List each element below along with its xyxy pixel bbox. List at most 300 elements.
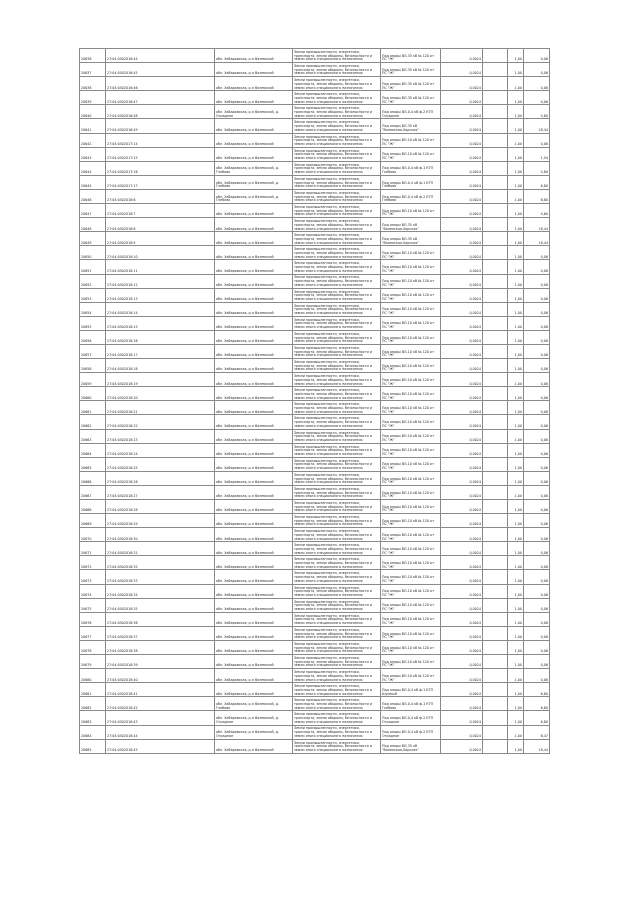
land-category-cell: Земли промышленности, энергетики, транспорта, земли обороны, безопасности и земли иного специального назначения [293,598,381,612]
land-category-cell: Земли промышленности, энергетики, транспорта, земли обороны, безопасности и земли иного специального назначения [293,640,381,654]
row-number-cell: 20665 [80,457,106,471]
cadastral-number-cell: 27:04:0502018:43 [106,711,215,725]
empty-cell [483,246,508,260]
permitted-use-cell: Под опоры ВЛ-10 кВ № 120 от ПС "Ж" [381,626,441,640]
cadastral-number-cell: 27:04:0502018:10 [106,246,215,260]
factor-cell: 1,00 [508,655,524,669]
cadastral-number-cell: 27:04:0502018:14 [106,302,215,316]
permitted-use-cell: Под опоры ВЛ-10 кВ № 120 от ПС "Ж" [381,401,441,415]
value-cell: 1,54 [524,147,550,161]
row-number-cell: 20645 [80,175,106,189]
area-cell: 0,0024 [441,63,483,77]
cadastral-number-cell: 27:04:0502018:45 [106,739,215,753]
permitted-use-cell: Под опоры ВЛ-10 кВ № 120 от ПС "Ж" [381,584,441,598]
table-row [80,119,550,133]
value-cell: 0,06 [524,49,550,63]
address-cell: обл. Хабаровская, р-н Вяземский, д. Отрадное [215,725,293,739]
address-cell: обл. Хабаровская, р-н Вяземский [215,471,293,485]
land-category-cell: Земли промышленности, энергетики, транспорта, земли обороны, безопасности и земли иного специального назначения [293,246,381,260]
empty-cell [483,218,508,232]
cadastral-number-cell: 27:04:0502018:19 [106,373,215,387]
land-category-cell: Земли промышленности, энергетики, транспорта, земли обороны, безопасности и земли иного специального назначения [293,189,381,203]
address-cell: обл. Хабаровская, р-н Вяземский [215,359,293,373]
table-row [80,556,550,570]
land-category-cell: Земли промышленности, энергетики, транспорта, земли обороны, безопасности и земли иного специального назначения [293,471,381,485]
land-category-cell: Земли промышленности, энергетики, транспорта, земли обороны, безопасности и земли иного специального назначения [293,612,381,626]
land-category-cell: Земли промышленности, энергетики, транспорта, земли обороны, безопасности и земли иного специального назначения [293,373,381,387]
address-cell: обл. Хабаровская, р-н Вяземский [215,373,293,387]
land-category-cell: Земли промышленности, энергетики, транспорта, земли обороны, безопасности и земли иного специального назначения [293,274,381,288]
table-row [80,471,550,485]
land-category-cell: Земли промышленности, энергетики, транспорта, земли обороны, безопасности и земли иного специального назначения [293,77,381,91]
empty-cell [483,739,508,753]
area-cell: 0,0024 [441,232,483,246]
cadastral-number-cell: 27:04:0502017:16 [106,161,215,175]
row-number-cell: 20651 [80,260,106,274]
cadastral-number-cell: 27:04:0502018:33 [106,570,215,584]
cadastral-number-cell: 27:04:0502018:20 [106,387,215,401]
land-category-cell: Земли промышленности, энергетики, транспорта, земли обороны, безопасности и земли иного специального назначения [293,697,381,711]
table-row [80,528,550,542]
cadastral-number-cell: 27:04:0502018:37 [106,626,215,640]
empty-cell [483,359,508,373]
cadastral-number-cell: 27:04:0502018:42 [106,697,215,711]
cadastral-number-cell: 27:04:0502018:21 [106,401,215,415]
area-cell: 0,0024 [441,77,483,91]
value-cell: 0,06 [524,288,550,302]
row-number-cell: 20677 [80,626,106,640]
area-cell: 0,0024 [441,161,483,175]
address-cell: обл. Хабаровская, р-н Вяземский, д. Глебово [215,697,293,711]
empty-cell [483,204,508,218]
permitted-use-cell: Под опоры ВЛ-10 кВ № 120 от ПС "Ж" [381,344,441,358]
value-cell: 0,06 [524,528,550,542]
factor-cell: 1,00 [508,373,524,387]
table-row [80,105,550,119]
row-number-cell: 20680 [80,669,106,683]
row-number-cell: 20662 [80,415,106,429]
area-cell: 0,0024 [441,429,483,443]
factor-cell: 1,00 [508,640,524,654]
address-cell: обл. Хабаровская, р-н Вяземский [215,429,293,443]
address-cell: обл. Хабаровская, р-н Вяземский [215,91,293,105]
factor-cell: 1,00 [508,711,524,725]
permitted-use-cell: Под опоры ВЛ-10 кВ № 120 от ПС "Ж" [381,274,441,288]
address-cell: обл. Хабаровская, р-н Вяземский, д. Глебово [215,175,293,189]
address-cell: обл. Хабаровская, р-н Вяземский [215,344,293,358]
area-cell: 0,0024 [441,330,483,344]
row-number-cell: 20667 [80,485,106,499]
factor-cell: 1,00 [508,725,524,739]
land-category-cell: Земли промышленности, энергетики, транспорта, земли обороны, безопасности и земли иного специального назначения [293,500,381,514]
address-cell: обл. Хабаровская, р-н Вяземский [215,584,293,598]
permitted-use-cell: Под опоры ВЛ-10 кВ № 120 от ПС "Ж" [381,669,441,683]
table-row [80,246,550,260]
area-cell: 0,0024 [441,302,483,316]
address-cell: обл. Хабаровская, р-н Вяземский [215,626,293,640]
permitted-use-cell: Под опоры ВЛ-35 кВ № 120 от ПС "Ж" [381,77,441,91]
row-number-cell: 20639 [80,91,106,105]
factor-cell: 1,00 [508,584,524,598]
permitted-use-cell: Под опоры ВЛ-0,4 кВ ф.2 КТП Отрадное [381,725,441,739]
land-category-cell: Земли промышленности, энергетики, транспорта, земли обороны, безопасности и земли иного специального назначения [293,683,381,697]
table-row [80,598,550,612]
address-cell: обл. Хабаровская, р-н Вяземский [215,570,293,584]
table-row [80,260,550,274]
land-category-cell: Земли промышленности, энергетики, транспорта, земли обороны, безопасности и земли иного специального назначения [293,105,381,119]
empty-cell [483,711,508,725]
permitted-use-cell: Под опоры ВЛ-10 кВ № 120 от ПС "Ж" [381,387,441,401]
row-number-cell: 20656 [80,330,106,344]
land-category-cell: Земли промышленности, энергетики, транспорта, земли обороны, безопасности и земли иного специального назначения [293,63,381,77]
area-cell: 0,0024 [441,725,483,739]
address-cell: обл. Хабаровская, р-н Вяземский [215,49,293,63]
area-cell: 0,0024 [441,612,483,626]
empty-cell [483,556,508,570]
land-category-cell: Земли промышленности, энергетики, транспорта, земли обороны, безопасности и земли иного специального назначения [293,316,381,330]
land-category-cell: Земли промышленности, энергетики, транспорта, земли обороны, безопасности и земли иного специального назначения [293,711,381,725]
factor-cell: 1,00 [508,443,524,457]
empty-cell [483,232,508,246]
permitted-use-cell: Под опоры ВЛ-35 кВ № 120 от ПС "Ж" [381,91,441,105]
empty-cell [483,584,508,598]
area-cell: 0,0024 [441,246,483,260]
permitted-use-cell: Под опоры ВЛ-10 кВ № 120 от ПС "Ж" [381,655,441,669]
value-cell: 0,06 [524,584,550,598]
factor-cell: 1,00 [508,302,524,316]
area-cell: 0,0024 [441,584,483,598]
cadastral-number-cell: 27:04:0502017:15 [106,147,215,161]
area-cell: 0,0024 [441,260,483,274]
land-category-cell: Земли промышленности, энергетики, транспорта, земли обороны, безопасности и земли иного специального назначения [293,429,381,443]
address-cell: обл. Хабаровская, р-н Вяземский [215,77,293,91]
address-cell: обл. Хабаровская, р-н Вяземский, д. Отрадное [215,711,293,725]
empty-cell [483,640,508,654]
row-number-cell: 20672 [80,556,106,570]
empty-cell [483,443,508,457]
cadastral-number-cell: 27:04:0502016:47 [106,91,215,105]
value-cell: 6,80 [524,189,550,203]
permitted-use-cell: Под опоры ВЛ-10 кВ № 120 от ПС "Ж" [381,471,441,485]
value-cell: 0,06 [524,330,550,344]
factor-cell: 1,00 [508,429,524,443]
table-row [80,49,550,63]
empty-cell [483,344,508,358]
cadastral-number-cell: 27:04:0502018:30 [106,528,215,542]
area-cell: 0,0024 [441,175,483,189]
land-category-cell: Земли промышленности, энергетики, транспорта, земли обороны, безопасности и земли иного специального назначения [293,584,381,598]
address-cell: обл. Хабаровская, р-н Вяземский [215,133,293,147]
empty-cell [483,415,508,429]
area-cell: 0,0024 [441,387,483,401]
permitted-use-cell: Под опоры ВЛ-10 кВ № 120 от ПС "Ж" [381,514,441,528]
land-category-cell: Земли промышленности, энергетики, транспорта, земли обороны, безопасности и земли иного специального назначения [293,542,381,556]
land-category-cell: Земли промышленности, энергетики, транспорта, земли обороны, безопасности и земли иного специального назначения [293,387,381,401]
table-row [80,161,550,175]
row-number-cell: 20683 [80,711,106,725]
address-cell: обл. Хабаровская, р-н Вяземский [215,204,293,218]
factor-cell: 1,00 [508,119,524,133]
row-number-cell: 20655 [80,316,106,330]
factor-cell: 1,00 [508,316,524,330]
permitted-use-cell: Под опоры ВЛ-0,4 кВ ф.2 КТП Глебово [381,189,441,203]
row-number-cell: 20649 [80,232,106,246]
value-cell: 0,06 [524,246,550,260]
row-number-cell: 20658 [80,359,106,373]
factor-cell: 1,00 [508,669,524,683]
area-cell: 0,0024 [441,189,483,203]
value-cell: 6,47 [524,725,550,739]
factor-cell: 1,00 [508,485,524,499]
empty-cell [483,457,508,471]
empty-cell [483,260,508,274]
value-cell: 0,06 [524,556,550,570]
area-cell: 0,0024 [441,316,483,330]
table-row [80,500,550,514]
table-row [80,387,550,401]
permitted-use-cell: Под опоры ВЛ-0,4 кВ ф.1 КТП Шумный [381,683,441,697]
empty-cell [483,485,508,499]
table-row [80,640,550,654]
area-cell: 0,0024 [441,344,483,358]
table-row [80,344,550,358]
row-number-cell: 20679 [80,655,106,669]
factor-cell: 1,00 [508,161,524,175]
permitted-use-cell: Под опоры ВЛ-10 кВ № 120 от ПС "Ж" [381,570,441,584]
factor-cell: 1,00 [508,77,524,91]
value-cell: 0,06 [524,457,550,471]
factor-cell: 1,00 [508,288,524,302]
empty-cell [483,626,508,640]
cadastral-number-cell: 27:04:0502018:6 [106,189,215,203]
value-cell: 0,06 [524,373,550,387]
value-cell: 0,06 [524,91,550,105]
value-cell: 6,80 [524,175,550,189]
table-row [80,147,550,161]
area-cell: 0,0024 [441,457,483,471]
permitted-use-cell: Под опоры ВЛ-10 кВ № 120 от ПС "Ж" [381,556,441,570]
factor-cell: 1,00 [508,63,524,77]
factor-cell: 1,00 [508,542,524,556]
value-cell: 18,44 [524,739,550,753]
area-cell: 0,0024 [441,542,483,556]
cadastral-number-cell: 27:04:0502017:14 [106,133,215,147]
factor-cell: 1,00 [508,91,524,105]
land-category-cell: Земли промышленности, энергетики, транспорта, земли обороны, безопасности и земли иного специального назначения [293,204,381,218]
table-row [80,77,550,91]
land-category-cell: Земли промышленности, энергетики, транспорта, земли обороны, безопасности и земли иного специального назначения [293,528,381,542]
permitted-use-cell: Под опоры ВЛ-0,4 кВ ф.2 КТП Отрадное [381,105,441,119]
table-row [80,204,550,218]
permitted-use-cell: Под опоры ВЛ-0,4 кВ ф.1 КТП Глебово [381,697,441,711]
area-cell: 0,0024 [441,105,483,119]
empty-cell [483,471,508,485]
value-cell: 0,06 [524,401,550,415]
address-cell: обл. Хабаровская, р-н Вяземский [215,669,293,683]
land-category-cell: Земли промышленности, энергетики, транспорта, земли обороны, безопасности и земли иного специального назначения [293,669,381,683]
row-number-cell: 20681 [80,683,106,697]
empty-cell [483,330,508,344]
empty-cell [483,570,508,584]
table-row [80,232,550,246]
area-cell: 0,0024 [441,556,483,570]
land-category-cell: Земли промышленности, энергетики, транспорта, земли обороны, безопасности и земли иного специального назначения [293,147,381,161]
factor-cell: 1,00 [508,556,524,570]
area-cell: 0,0024 [441,274,483,288]
table-row [80,542,550,556]
row-number-cell: 20671 [80,542,106,556]
row-number-cell: 20684 [80,725,106,739]
factor-cell: 1,00 [508,344,524,358]
permitted-use-cell: Под опоры ВЛ-0,4 кВ ф.1 КТП Глебово [381,161,441,175]
address-cell: обл. Хабаровская, р-н Вяземский [215,147,293,161]
cadastral-number-cell: 27:04:0502016:45 [106,63,215,77]
address-cell: обл. Хабаровская, р-н Вяземский [215,316,293,330]
empty-cell [483,189,508,203]
value-cell: 0,06 [524,302,550,316]
table-row [80,697,550,711]
cadastral-number-cell: 27:04:0502018:28 [106,500,215,514]
factor-cell: 1,00 [508,218,524,232]
empty-cell [483,500,508,514]
empty-cell [483,49,508,63]
address-cell: обл. Хабаровская, р-н Вяземский [215,218,293,232]
value-cell: 0,06 [524,63,550,77]
area-cell: 0,0024 [441,49,483,63]
area-cell: 0,0024 [441,500,483,514]
address-cell: обл. Хабаровская, р-н Вяземский [215,260,293,274]
permitted-use-cell: Под опоры ВЛ-10 кВ № 120 от ПС "Ж" [381,415,441,429]
value-cell: 0,06 [524,316,550,330]
land-category-cell: Земли промышленности, энергетики, транспорта, земли обороны, безопасности и земли иного специального назначения [293,485,381,499]
address-cell: обл. Хабаровская, р-н Вяземский, д. Отрадное [215,105,293,119]
value-cell: 0,06 [524,429,550,443]
table-row [80,711,550,725]
row-number-cell: 20682 [80,697,106,711]
empty-cell [483,105,508,119]
permitted-use-cell: Под опоры ВЛ-10 кВ № 120 от ПС "Ж" [381,147,441,161]
address-cell: обл. Хабаровская, р-н Вяземский [215,485,293,499]
row-number-cell: 20644 [80,161,106,175]
empty-cell [483,161,508,175]
table-row [80,373,550,387]
factor-cell: 1,00 [508,598,524,612]
cadastral-number-cell: 27:04:0502018:27 [106,485,215,499]
permitted-use-cell: Под опоры ВЛ-35 кВ "Вяземская-Хорская" [381,739,441,753]
address-cell: обл. Хабаровская, р-н Вяземский [215,288,293,302]
table-row [80,457,550,471]
empty-cell [483,119,508,133]
cadastral-number-cell: 27:04:0502018:40 [106,669,215,683]
row-number-cell: 20661 [80,401,106,415]
area-cell: 0,0024 [441,655,483,669]
cadastral-number-cell: 27:04:0502018:31 [106,542,215,556]
area-cell: 0,0024 [441,598,483,612]
table-row [80,401,550,415]
address-cell: обл. Хабаровская, р-н Вяземский [215,232,293,246]
cadastral-number-cell: 27:04:0502018:15 [106,316,215,330]
cadastral-number-cell: 27:04:0502018:11 [106,260,215,274]
row-number-cell: 20641 [80,119,106,133]
cadastral-number-cell: 27:04:0502018:18 [106,359,215,373]
cadastral-number-cell: 27:04:0502018:22 [106,415,215,429]
cadastral-number-cell: 27:04:0502018:25 [106,457,215,471]
table-row [80,485,550,499]
land-category-cell: Земли промышленности, энергетики, транспорта, земли обороны, безопасности и земли иного специального назначения [293,49,381,63]
land-category-cell: Земли промышленности, энергетики, транспорта, земли обороны, безопасности и земли иного специального назначения [293,739,381,753]
value-cell: 18,44 [524,218,550,232]
value-cell: 0,06 [524,133,550,147]
factor-cell: 1,00 [508,739,524,753]
empty-cell [483,542,508,556]
row-number-cell: 20666 [80,471,106,485]
row-number-cell: 20664 [80,443,106,457]
permitted-use-cell: Под опоры ВЛ-10 кВ № 120 от ПС "Ж" [381,373,441,387]
value-cell: 0,06 [524,471,550,485]
cadastral-number-cell: 27:04:0502018:29 [106,514,215,528]
value-cell: 6,80 [524,697,550,711]
table-row [80,415,550,429]
factor-cell: 1,00 [508,387,524,401]
cadastral-number-cell: 27:04:0502018:44 [106,725,215,739]
table-row [80,584,550,598]
empty-cell [483,373,508,387]
factor-cell: 1,00 [508,246,524,260]
cadastral-number-cell: 27:04:0502018:23 [106,429,215,443]
value-cell: 4,80 [524,161,550,175]
value-cell: 0,06 [524,542,550,556]
land-parcels-table [79,48,550,754]
row-number-cell: 20636 [80,49,106,63]
empty-cell [483,429,508,443]
row-number-cell: 20659 [80,373,106,387]
row-number-cell: 20663 [80,429,106,443]
empty-cell [483,387,508,401]
value-cell: 0,06 [524,359,550,373]
empty-cell [483,316,508,330]
factor-cell: 1,00 [508,401,524,415]
value-cell: 0,06 [524,655,550,669]
permitted-use-cell: Под опоры ВЛ-35 кВ "Вяземская-Хорская" [381,218,441,232]
land-category-cell: Земли промышленности, энергетики, транспорта, земли обороны, безопасности и земли иного специального назначения [293,725,381,739]
table-row [80,288,550,302]
factor-cell: 1,00 [508,528,524,542]
area-cell: 0,0024 [441,373,483,387]
land-category-cell: Земли промышленности, энергетики, транспорта, земли обороны, безопасности и земли иного специального назначения [293,655,381,669]
value-cell: 0,06 [524,500,550,514]
row-number-cell: 20676 [80,612,106,626]
permitted-use-cell: Под опоры ВЛ-10 кВ № 120 от ПС "Ж" [381,542,441,556]
permitted-use-cell: Под опоры ВЛ-10 кВ № 120 от ПС "Ж" [381,330,441,344]
cadastral-number-cell: 27:04:0502018:39 [106,655,215,669]
factor-cell: 1,00 [508,49,524,63]
value-cell: 0,06 [524,344,550,358]
empty-cell [483,77,508,91]
empty-cell [483,133,508,147]
area-cell: 0,0024 [441,528,483,542]
row-number-cell: 20652 [80,274,106,288]
area-cell: 0,0024 [441,443,483,457]
cadastral-number-cell: 27:04:0502016:44 [106,49,215,63]
value-cell: 0,06 [524,514,550,528]
area-cell: 0,0024 [441,218,483,232]
factor-cell: 1,00 [508,457,524,471]
area-cell: 0,0024 [441,739,483,753]
row-number-cell: 20647 [80,204,106,218]
address-cell: обл. Хабаровская, р-н Вяземский [215,119,293,133]
table-row [80,359,550,373]
address-cell: обл. Хабаровская, р-н Вяземский [215,500,293,514]
